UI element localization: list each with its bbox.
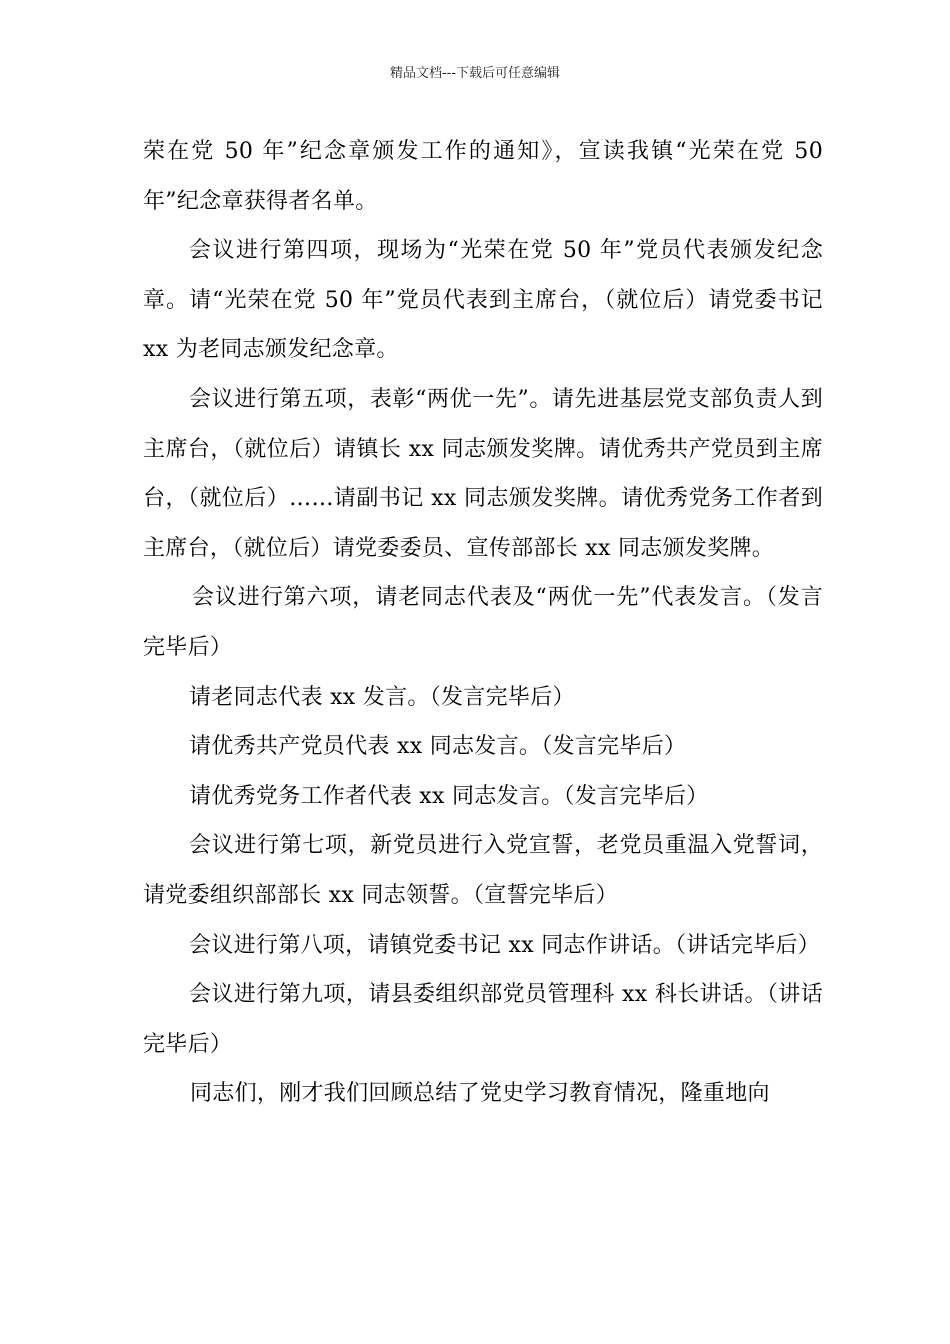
paragraph-item-five: 会议进行第五项，表彰“两优一先”。请先进基层党支部负责人到主席台，（就位后）请镇长 xx 同志颁发奖牌。请优秀共产党员到主席台，（就位后）……请副书记 xx 同志颁发奖牌。请优秀党务工作者到主席台，（就位后）请党委委员、宣传部部长 xx 同志颁发奖牌。: [143, 386, 823, 561]
paragraph-closing: 同志们，刚才我们回顾总结了党史学习教育情况，隆重地向: [190, 1081, 770, 1107]
page-header: 精品文档---下载后可任意编辑: [389, 66, 561, 81]
paragraph-item-four: 会议进行第四项，现场为“光荣在党 50 年”党员代表颁发纪念章。请“光荣在党 50 年”党员代表到主席台，（就位后）请党委书记 xx 为老同志颁发纪念章。: [143, 238, 823, 363]
paragraph-veteran-speech: 请老同志代表 xx 发言。（发言完毕后）: [189, 684, 575, 710]
paragraph-member-speech: 请优秀共产党员代表 xx 同志发言。（发言完毕后）: [189, 734, 687, 760]
paragraph-item-eight: 会议进行第八项，请镇党委书记 xx 同志作讲话。（讲话完毕后）: [189, 932, 821, 958]
paragraph-item-seven: 会议进行第七项，新党员进行入党宣誓，老党员重温入党誓词，请党委组织部部长 xx 同志领誓。（宣誓完毕后）: [143, 833, 823, 908]
paragraph-continuation: 荣在党 50 年”纪念章颁发工作的通知》，宣读我镇“光荣在党 50 年”纪念章获得者名单。: [143, 139, 823, 214]
paragraph-worker-speech: 请优秀党务工作者代表 xx 同志发言。（发言完毕后）: [189, 783, 709, 809]
document-body: [143, 127, 823, 1119]
paragraph-item-nine: 会议进行第九项，请县委组织部党员管理科 xx 科长讲话。（讲话完毕后）: [143, 982, 823, 1057]
paragraph-item-six: 会议进行第六项，请老同志代表及“两优一先”代表发言。（发言完毕后）: [143, 585, 823, 660]
